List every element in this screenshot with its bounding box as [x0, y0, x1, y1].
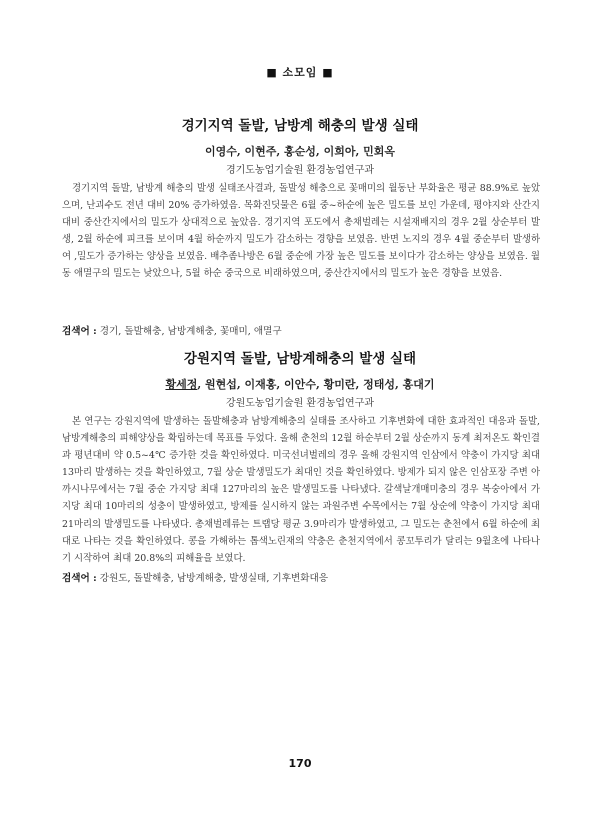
- paper-1-abstract: [62, 180, 540, 283]
- paper-2-abstract-text: 본 연구는 강원지역에 발생하는 돌발해충과 남방계해충의 실태를 조사하고 기후변화에 대한 효과적인 대응과 돌발, 남방계해충의 피해양상을 확립하는데 목표를 두었다. 올해 춘천의 12월 하순부터 2월 상순까지 동계 최저온도 확인결과 평년대비 약 0.5~4℃ 증가한 것을 확인하였다. 미국선녀벌레의 경우 올해 강원지역 인삼에서 약충이 가지당 최대 13마리 발생하는 것을 확인하였고, 7월 상순 발생밀도가 최대인 것을 확인하였다. 방제가 되지 않은 인삼포장 주변 아까시나무에서는 7월 중순 가지당 최대 127마리의 높은 발생밀도를 나타냈다. 갈색날개매미충의 경우 복숭아에서 가지당 최대 10마리의 성충이 발생하였고, 방제를 실시하지 않는 과원주변 수목에서는 7월 상순에 약충이 가지당 최대 21마리의 발생밀도를 나타냈다. 총채벌레류는 트랩당 평균 3.9마리가 발생하였고, 그 밀도는 춘천에서 6월 하순에 최대로 나타는 것을 확인하였다. 콩을 가해하는 톱색노린재의 약충은 춘천지역에서 콩꼬투리가 달리는 9월초에 나타나기 시작하여 최대 20.8%의 피해율을 보였다.: [62, 416, 540, 564]
- paper-2-authors: [0, 376, 600, 392]
- paper-2-keywords-label: 검색어 :: [62, 573, 97, 584]
- paper-1-keywords-label: 검색어 :: [62, 326, 97, 337]
- paper-1-abstract-text: 경기지역 돌발, 남방계 해충의 발생 실태조사결과, 돌발성 해충으로 꽃매미의 월동난 부화율은 평균 88.9%로 높았으며, 난괴수도 전년 대비 20% 증가하였음. 목화진딧물은 6월 중~하순에 높은 밀도를 보인 가운데, 평야지와 산간지 대비 중산간지에서의 밀도가 상대적으로 높았음. 경기지역 포도에서 총채벌레는 시설재배지의 경우 2월 상순부터 발생, 2월 하순에 피크를 보이며 4월 하순까지 밀도가 감소하는 경향을 보였음. 반면 노지의 경우 4월 중순부터 발생하여 ,밀도가 증가하는 양상을 보였음. 배추좀나방은 6월 중순에 가장 높은 밀도를 보이다가 감소하는 양상을 보였음. 월동 애멸구의 밀도는 낮았으나, 5월 하순 중국으로 비래하였으며, 중산간지에서의 밀도가 높은 경향을 보였음.: [62, 183, 540, 280]
- page-number: 170: [288, 757, 312, 770]
- paper-1-authors: [0, 143, 600, 159]
- paper-2-affiliation: 강원도농업기술원 환경농업연구과: [225, 398, 375, 409]
- paper-2-keywords-text: 강원도, 돌발해충, 남방계해충, 발생실태, 기후변화대응: [99, 573, 329, 584]
- paper-1-keywords-text: 경기, 돌발해충, 남방계해충, 꽃매미, 애멸구: [99, 326, 282, 337]
- paper-1-keywords: [62, 323, 540, 337]
- section-header: ■ 소모임 ■: [266, 66, 334, 79]
- paper-1-authors-list: 이영수, 이현주, 홍순성, 이희아, 민회옥: [204, 145, 396, 158]
- paper-1-affiliation: 경기도농업기술원 환경농업연구과: [225, 165, 375, 176]
- paper-2-authors-list: , 원현섭, 이재홍, 이안수, 황미란, 정태성, 홍대기: [197, 378, 435, 391]
- paper-2-abstract: [62, 413, 540, 567]
- paper-1-title: 경기지역 돌발, 남방계 해충의 발생 실태: [181, 118, 419, 134]
- paper-2-title: 강원지역 돌발, 남방계해충의 발생 실태: [183, 351, 417, 367]
- paper-2-keywords: [62, 570, 540, 584]
- paper-2-presenter: 황세정: [165, 378, 198, 391]
